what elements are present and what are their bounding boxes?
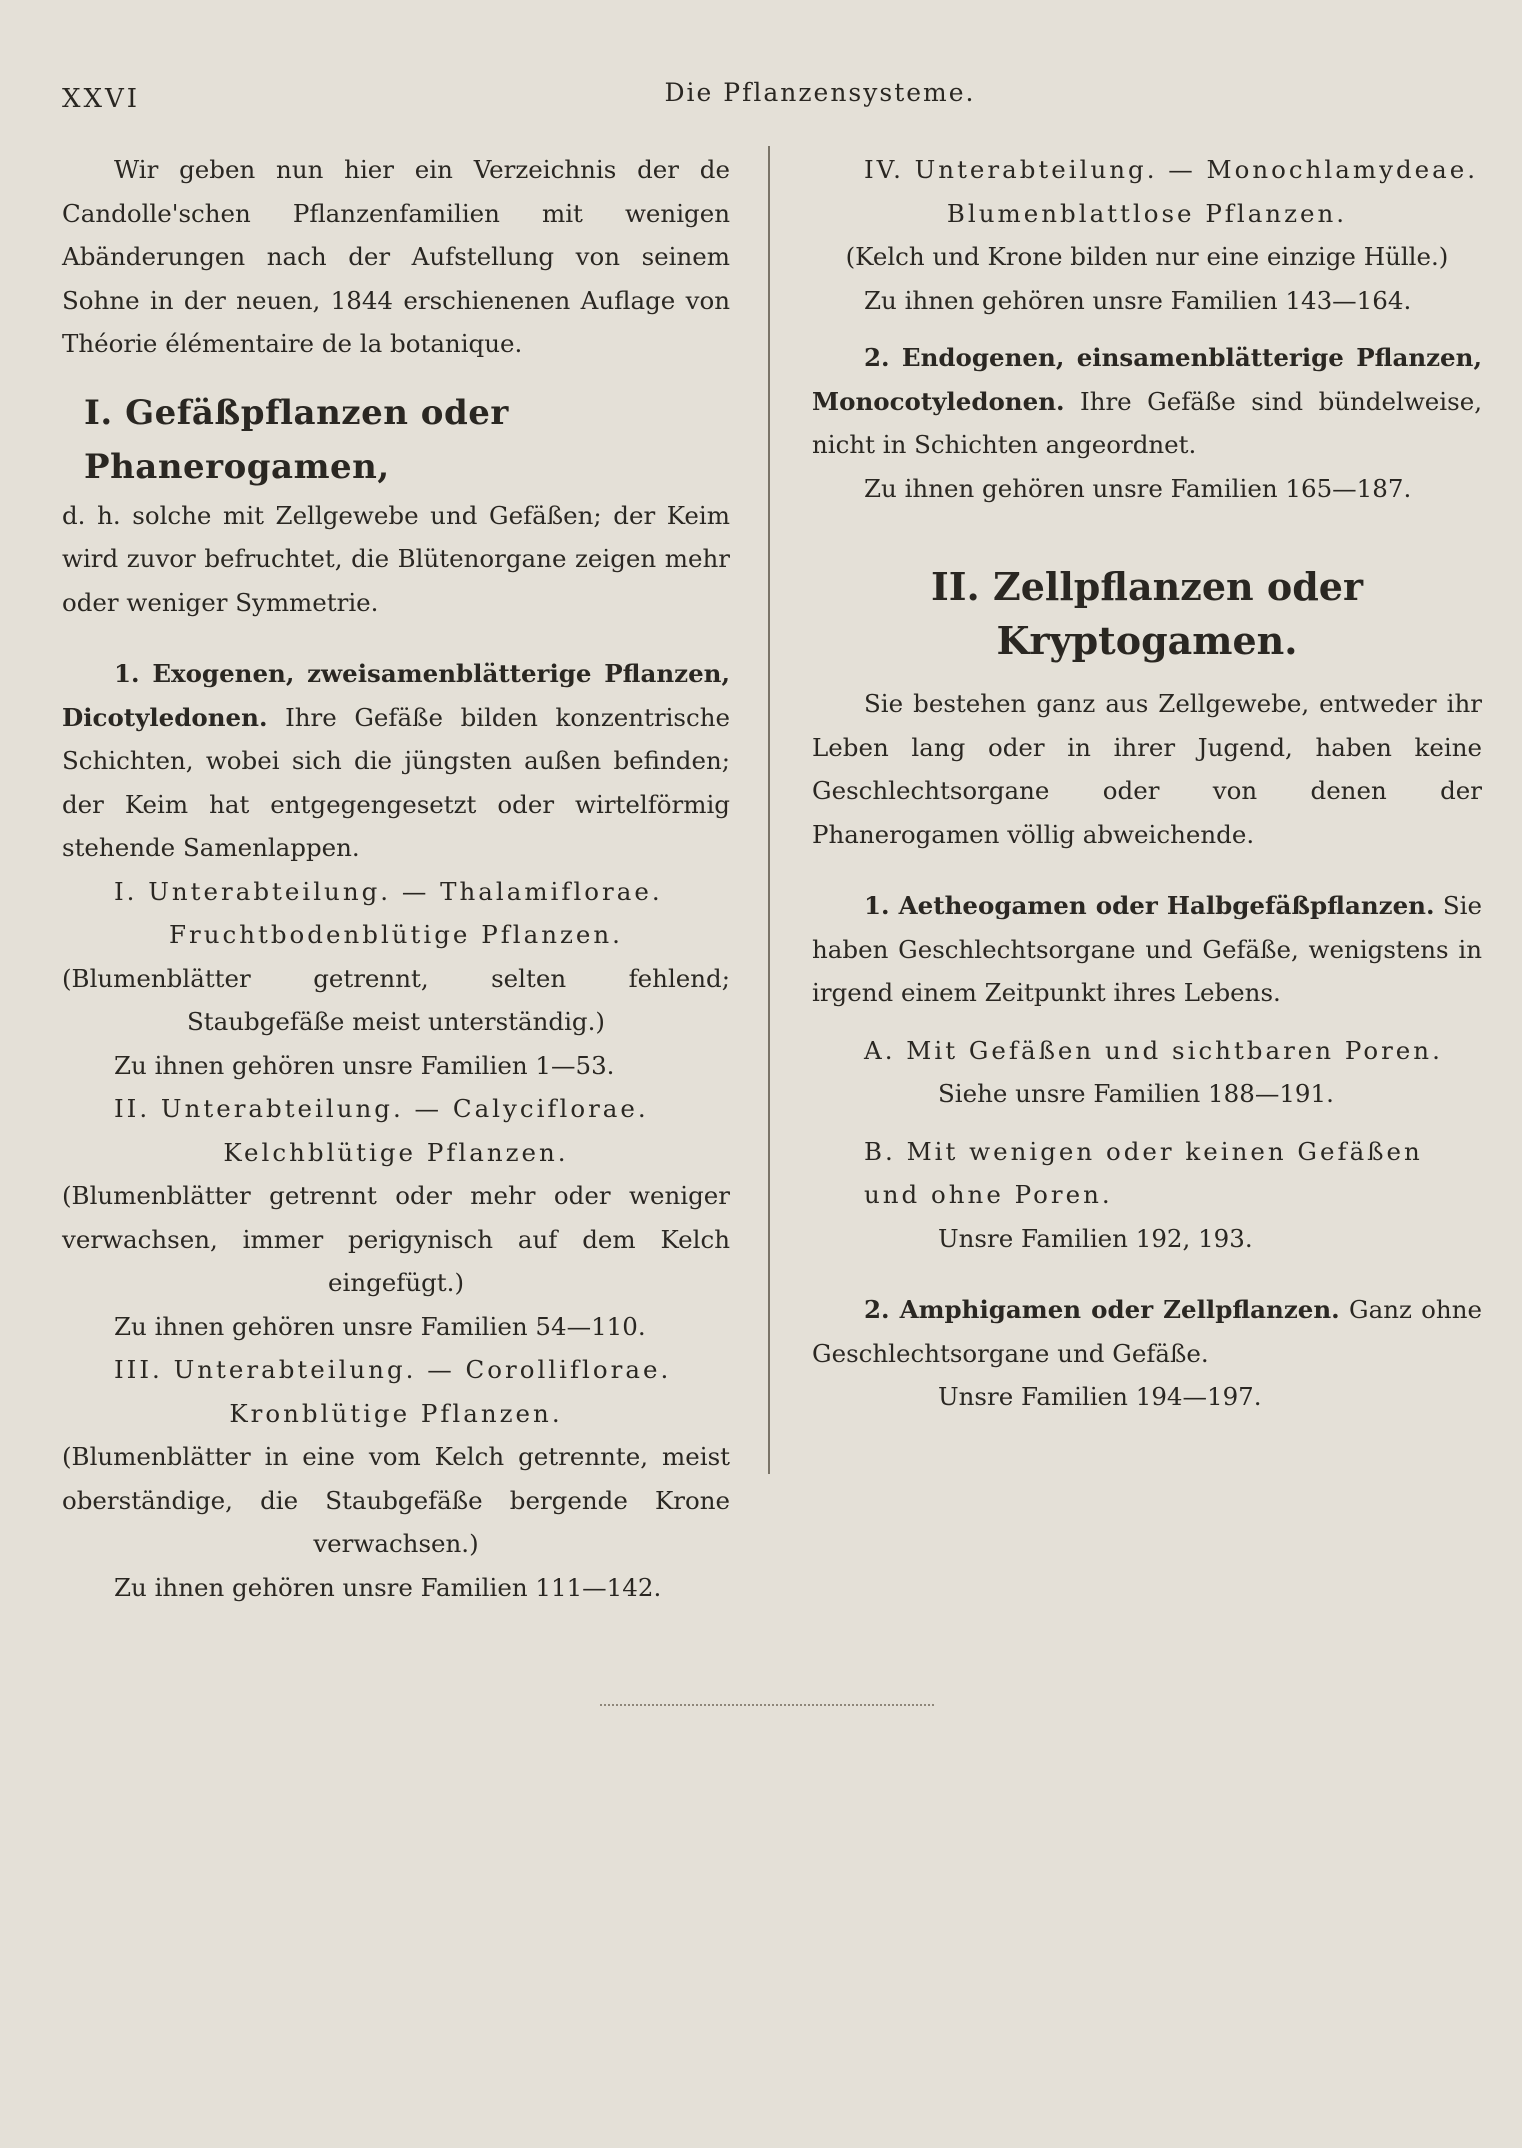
- column-divider: [768, 146, 770, 1474]
- group-b-line: B. Mit wenigen oder keinen Gefäßen und ohne Poren.: [864, 1136, 1423, 1209]
- group-a-families: Siehe unsre Familien 188—191.: [938, 1079, 1334, 1108]
- group-a-line: A. Mit Gefäßen und sichtbaren Poren.: [864, 1035, 1443, 1065]
- section-aetheogamen: [812, 884, 1482, 1015]
- section-dicotyledonen-text: Ihre Gefäße bilden konzentrische Schichten, wobei sich die jüngsten außen befinden; der Keim hat entgegengesetzt oder wirtelförmig stehende Samenlappen.: [62, 702, 731, 862]
- section-amphigamen-text: Ganz ohne Geschlechtsorgane und Gefäße.: [812, 1295, 1482, 1368]
- subdivision-description: (Blumenblätter in eine vom Kelch getrennte, meist oberständige, die Staubgefäße bergende Krone verwachsen.): [62, 1442, 730, 1558]
- subdivision-name: Kronblütige Pflanzen.: [229, 1398, 563, 1428]
- kryptogamen-description: Sie bestehen ganz aus Zellgewebe, entweder ihr Leben lang oder in ihrer Jugend, haben keine Geschlechtsorgane oder von denen der Phanerogamen völlig abweichende.: [812, 689, 1482, 849]
- section-aetheogamen-text: Sie haben Geschlechtsorgane und Gefäße, wenigstens in irgend einem Zeitpunkt ihres Lebens.: [812, 891, 1482, 1007]
- section-dicotyledonen-title: 1. Exogenen, zweisamenblätterige Pflanzen, Dicotyledonen.: [62, 659, 730, 732]
- intro-paragraph: Wir geben nun hier ein Verzeichnis der de Candolle'schen Pflanzenfamilien mit wenigen Abänderungen nach der Aufstellung von seinem Sohne in der neuen, 1844 erschienenen Auflage von Théorie élémentaire de la botanique.: [62, 155, 730, 358]
- section-amphigamen-families: Unsre Familien 194—197.: [938, 1382, 1262, 1411]
- left-column: [62, 148, 730, 1609]
- subdivision-description: (Blumenblätter getrennt oder mehr oder weniger verwachsen, immer perigynisch auf dem Kelch eingefügt.): [62, 1181, 730, 1297]
- right-column: [812, 148, 1482, 1419]
- subdivision-name: Kelchblütige Pflanzen.: [223, 1137, 569, 1167]
- section-monocotyledonen-families: Zu ihnen gehören unsre Familien 165—187.: [864, 473, 1412, 503]
- subdivision-description: (Kelch und Krone bilden nur eine einzige Hülle.): [845, 242, 1449, 271]
- subdivision-families: Zu ihnen gehören unsre Familien 1—53.: [114, 1050, 615, 1080]
- heading-phanerogamen: I. Gefäßpflanzen oder Phanerogamen,: [84, 392, 509, 487]
- page-number: XXVI: [62, 84, 141, 114]
- section-dicotyledonen: [62, 652, 730, 870]
- section-aetheogamen-title: 1. Aetheogamen oder Halbgefäßpflanzen.: [864, 891, 1435, 920]
- section-amphigamen-title: 2. Amphigamen oder Zellpflanzen.: [864, 1295, 1340, 1324]
- subdivision-title: IV. Unterabteilung. — Monochlamydeae.: [864, 155, 1479, 184]
- subdivision-name: Blumenblattlose Pflanzen.: [946, 198, 1348, 228]
- subdivision-description: (Blumenblätter getrennt, selten fehlend; Staubgefäße meist unterständig.): [62, 963, 730, 1036]
- subdivision-families: Zu ihnen gehören unsre Familien 143—164.: [864, 285, 1412, 315]
- subdivision-families: Zu ihnen gehören unsre Familien 111—142.: [114, 1572, 662, 1602]
- group-b-families: Unsre Familien 192, 193.: [938, 1223, 1253, 1253]
- subdivision-title: I. Unterabteilung. — Thalamiflorae.: [114, 876, 663, 906]
- running-title: Die Pflanzensysteme.: [664, 78, 976, 107]
- subdivision-families: Zu ihnen gehören unsre Familien 54—110.: [114, 1311, 646, 1341]
- heading-kryptogamen: II. Zellpflanzen oder Kryptogamen.: [931, 564, 1363, 663]
- subdivision-title: II. Unterabteilung. — Calyciflorae.: [114, 1094, 649, 1123]
- subdivision-title: III. Unterabteilung. — Corolliflorae.: [114, 1355, 672, 1384]
- subdivision-name: Fruchtbodenblütige Pflanzen.: [169, 920, 623, 949]
- section-amphigamen: [812, 1288, 1482, 1375]
- phanerogamen-description: d. h. solche mit Zellgewebe und Gefäßen; der Keim wird zuvor befruchtet, die Blütenorgane zeigen mehr oder weniger Symmetrie.: [62, 500, 730, 617]
- section-monocotyledonen-text: Ihre Gefäße sind bündelweise, nicht in Schichten angeordnet.: [812, 386, 1482, 459]
- section-monocotyledonen: [812, 336, 1482, 467]
- end-ornament-rule: [600, 1704, 934, 1706]
- section-monocotyledonen-title: 2. Endogenen, einsamenblätterige Pflanzen, Monocotyledonen.: [812, 343, 1482, 416]
